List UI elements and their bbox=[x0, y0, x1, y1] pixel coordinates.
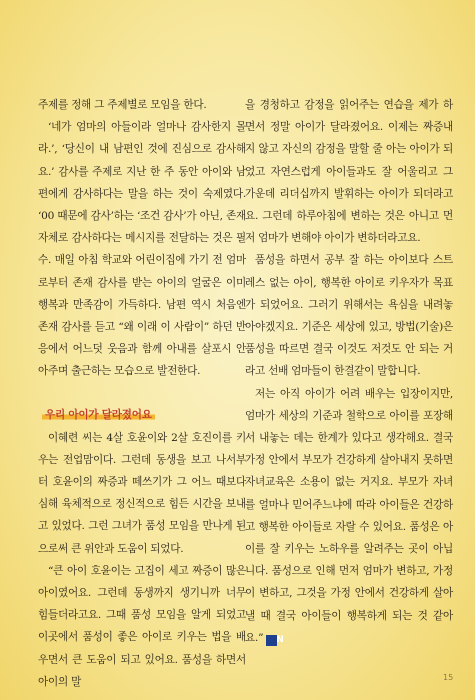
paragraph-text: 저는 아직 아이가 어려 배우는 입장이지만, 엄마가 세상의 기준과 철학으로 아이를 포장해서 내놓는 데는 한계가 있다고 생각해요. 결국 가정 안에서 부모가 건강하게 살아내지 못하면 자녀교육은 소용이 없는 거지요. 부모가 자녀를 얼마나 믿어주느냐에 따라 아이들은 건강하고 행복한 아이들로 자랄 수 있어요. 품성은 아이를 잘 키우는 노하우를 알려주는 곳이 아닙니다. 품성으로 인해 먼저 엄마가 변하고, 가정이 변하고, 그것을 가정 안에서 건강하게 살아낼 때 결국 아이들이 행복하게 되는 것 같아요.” bbox=[245, 387, 453, 644]
paragraph: “큰 아이 호윤이는 고집이 세고 짜증이 많은 아이였어요. 그런데 동생까지 생기니까 너무 힘들더라고요. 그때 품성 모임을 알게 되었고 이곳에서 품성이 좋은 아이로 키우는 법을 배우면서 큰 도움이 되고 있어요. 품성을 하면서 아이의 말 bbox=[38, 564, 246, 688]
page-number: 15 bbox=[443, 673, 454, 682]
left-column bbox=[38, 94, 246, 693]
end-mark-icon: N bbox=[266, 635, 277, 646]
paragraph: 을 경청하고 감정을 읽어주는 연습을 제가 하면서 정말 아이가 달라졌어요. 이제는 짜증내지 않고 자신의 감정을 말할 줄 아는 아이가 되었고 자연스럽게 아이들과도 잘 어울리고 그 가운데 리더십까지 발휘하는 아이가 되더라고요. 그런데 하루아침에 변하는 것은 아니고 먼저 엄마가 변해야 아이가 변하더라고요. bbox=[245, 99, 453, 245]
section-subheading bbox=[42, 404, 246, 426]
paragraph: 품성을 하면서 공부 잘 하는 아이보다 스트레스 없는 아이, 행복한 아이로 키우자가 목표가 되었어요. 그러기 위해서는 욕심을 내려놓아야겠지요. 기준은 세상에 있고, 방법(기술)은 품성을 따르면 결국 이것도 저것도 안 되는 거라고 선배 엄마들이 한결같이 말합니다. bbox=[245, 254, 453, 378]
paragraph: 주제를 정해 그 주제별로 모임을 한다. bbox=[38, 99, 207, 111]
paragraph: 이혜련 씨는 4살 호윤이와 2살 호진이를 키우는 전업맘이다. 그런데 동생을 보고 나서부터 호윤이의 짜증과 떼쓰기가 그 어느 때보다 심해 육체적으로 정신적으로 힘든 시간을 보내고 있었다. 그런 그녀가 품성 모임을 만나게 된으로써 큰 위안과 도움이 되었다. bbox=[38, 431, 246, 555]
subheading-text: 우리 아이가 달라졌어요 bbox=[42, 409, 155, 421]
paragraph bbox=[245, 383, 453, 649]
right-column bbox=[245, 94, 453, 649]
paragraph: ‘네가 엄마의 아들이라 얼마나 감사한지 몰라.’, ‘당신이 내 남편인 것에 진심으로 감사해요.’ 감사를 주제로 지난 한 주 동안 아이와 남편에게 감사하다는 말을 하는 것이 숙제였다. ‘00 때문에 감사’하는 ‘조건 감사’가 아닌, 존재 자체로 감사하다는 메시지를 전달하는 것은 필수. 매일 아침 학교와 어린이집에 가기 전 엄마로부터 존재 감사를 받는 아이의 얼굴은 이미 행복과 만족감이 가득하다. 남편 역시 처음엔 존재 감사를 듣고 “왜 이래 이 사람이” 하던 반응에서 어느덧 웃음과 함께 아내를 살포시 안아주며 출근하는 모습으로 발전한다. bbox=[38, 121, 246, 378]
